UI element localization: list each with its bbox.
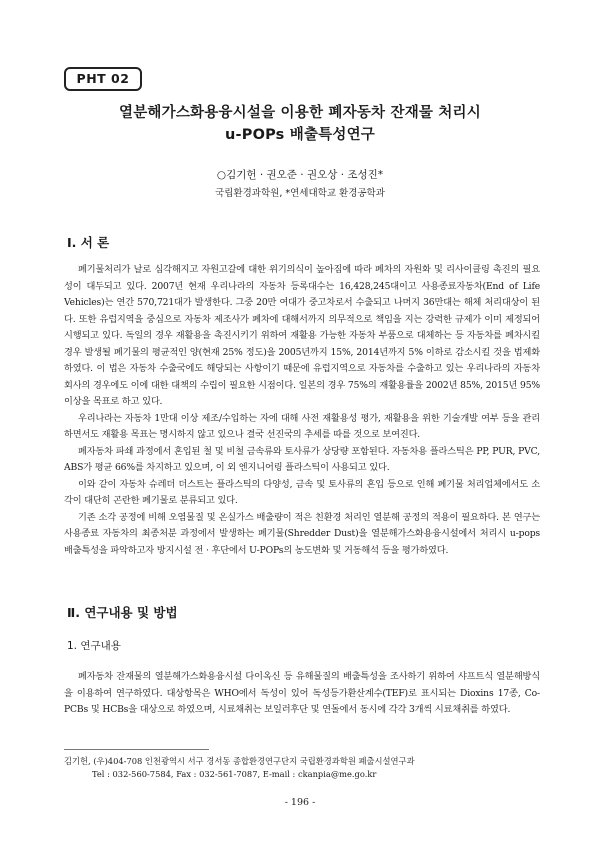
intro-paragraph: 폐자동차 파쇄 과정에서 혼입된 철 및 비철 금속류와 토사류가 상당량 포함된다. 자동차용 플라스틱은 PP, PUR, PVC, ABS가 평균 66%를 차지하고 있으며, 이 외 엔지니어링 플라스틱이 사용되고 있다. bbox=[64, 445, 540, 473]
footnote-contact: Tel : 032-560-7584, Fax : 032-561-7087, E-mail : ckanpia@me.go.kr bbox=[92, 769, 377, 779]
subsection-heading-research-content: 1. 연구내용 bbox=[67, 640, 121, 652]
intro-paragraph: 폐기물처리가 날로 심각해지고 자원고갈에 대한 위기의식이 높아짐에 따라 폐차의 자원화 및 리사이클링 촉진의 필요성이 대두되고 있다. 2007년 현재 우리나라의 자동차 등록대수는 16,428,245대이고 사용종료자동차(End of Life Vehicles)는 연간 570,721대가 발생한다. 그중 20만 여대가 중고차로서 수출되고 나머지 36만대는 해체 처리대상이 된다. 또한 유럽지역을 중심으로 자동차 제조사가 폐차에 대해서까지 의무적으로 책임을 지는 강력한 규제가 이미 제정되어 시행되고 있다. 독일의 경우 재활용을 촉진시키기 위하여 재활용 가능한 자동차 부품으로 대체하는 등 자동차를 폐차시킬 경우 발생될 폐기물의 평균적인 양(현재 25% 정도)을 2005년까지 15%, 2014년까지 5% 이하로 감소시킬 것을 법제화하였다. 이 법은 자동차 수출국에도 해당되는 사항이기 때문에 유럽지역으로 자동차를 수출하고 있는 우리나라의 자동차 회사의 경우에도 이에 대한 대책의 수립이 필요한 시점이다. 일본의 경우 75%의 재활용률을 2002년 85%, 2015년 95% 이상을 목표로 하고 있다. bbox=[64, 264, 540, 407]
footnote-address: 김기헌, (우)404-708 인천광역시 서구 경서동 종합환경연구단지 국립환경과학원 폐출시설연구과 bbox=[64, 756, 415, 766]
paper-code-badge: PHT 02 bbox=[64, 67, 142, 91]
affiliation: 국립환경과학원, *연세대학교 환경공학과 bbox=[215, 188, 385, 199]
intro-paragraph: 기존 소각 공정에 비해 오염물질 및 온실가스 배출량이 적은 친환경 처리인 열분해 공정의 적용이 필요하다. 본 연구는 사용종료 자동차의 최종처분 과정에서 발생하는 폐기물(Shredder Dust)을 열분해가스화용융시설에서 처리시 u-pops 배출특성을 파악하고자 방지시설 전 · 후단에서 U-POPs의 농도변화 및 거동해석 등을 평가하였다. bbox=[64, 511, 540, 556]
section-heading-methods: Ⅱ. 연구내용 및 방법 bbox=[67, 605, 178, 620]
intro-paragraph: 이와 같이 자동차 슈레더 더스트는 플라스틱의 다양성, 금속 및 토사류의 혼입 등으로 인해 폐기물 처리업체에서도 소각이 대단히 곤란한 폐기물로 분류되고 있다. bbox=[64, 478, 540, 506]
methods-body bbox=[64, 669, 540, 719]
intro-paragraph: 우리나라는 자동차 1만대 이상 제조/수입하는 자에 대해 사전 재활용성 평가, 재활용을 위한 기술개발 여부 등을 관리하면서도 재활용 목표는 명시하지 않고 있으나 결국 선진국의 추세를 따를 것으로 보여진다. bbox=[64, 412, 540, 440]
methods-paragraph: 폐자동차 잔재물의 열분해가스화용융시설 다이옥신 등 유해물질의 배출특성을 조사하기 위하여 샤프트식 열분해방식을 이용하여 연구하였다. 대상항목은 WHO에서 독성이 있어 독성등가환산계수(TEF)로 표시되는 Dioxins 17종, Co-PCBs 및 HCBs을 대상으로 하였으며, 시료채취는 보일러후단 및 연돌에서 동시에 각각 3개씩 시료채취를 하였다. bbox=[64, 671, 540, 715]
paper-title-line-1: 열분해가스화용융시설을 이용한 폐자동차 잔재물 처리시 bbox=[119, 105, 481, 121]
page-number: - 196 - bbox=[284, 797, 316, 808]
introduction-body bbox=[64, 262, 540, 559]
author-list: ○김기헌 · 권오준 · 권오상 · 조성진* bbox=[216, 169, 384, 181]
paper-title-line-2: u-POPs 배출특성연구 bbox=[225, 127, 375, 143]
footnote-divider bbox=[64, 749, 209, 750]
section-heading-introduction: Ⅰ. 서 론 bbox=[67, 235, 110, 250]
